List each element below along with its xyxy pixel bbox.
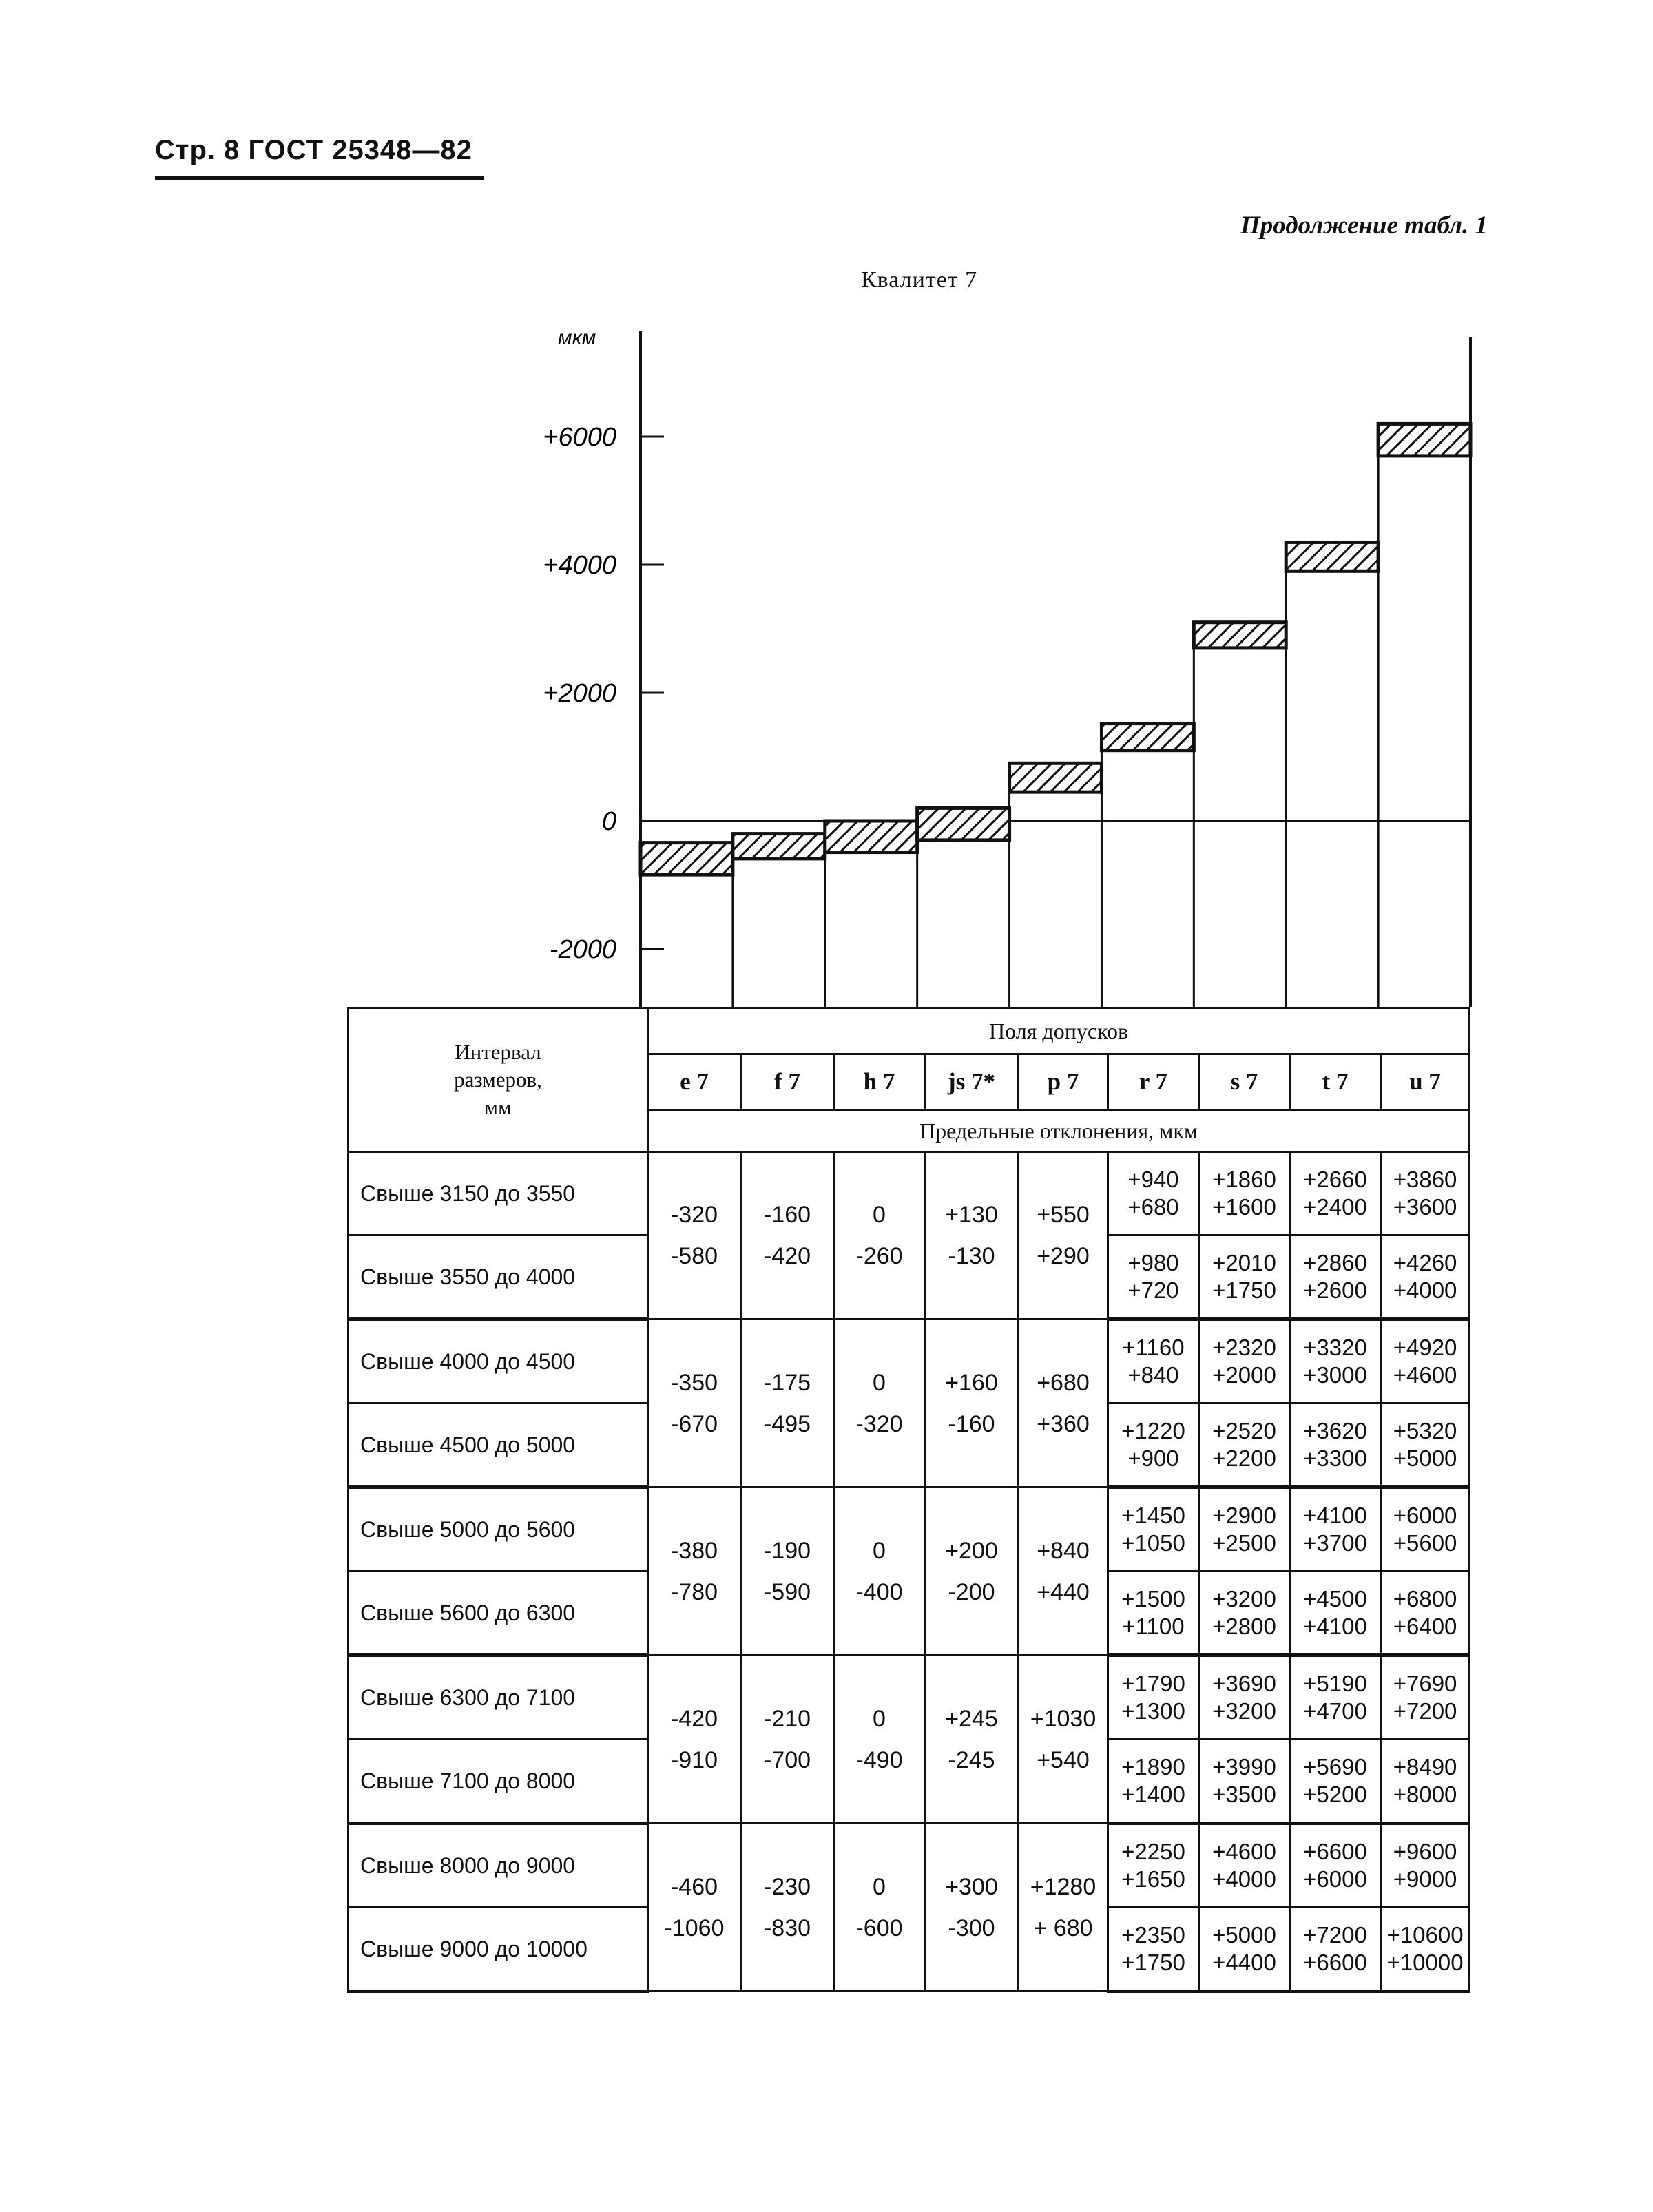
deviation-pair-js7 <box>925 1824 1019 1992</box>
deviation-pair-f7 <box>741 1319 834 1488</box>
lower-deviation: +2800 <box>1212 1614 1276 1639</box>
upper-deviation: +2350 <box>1121 1922 1185 1948</box>
lower-deviation: +1650 <box>1121 1866 1185 1892</box>
size-range: Свыше 3150 до 3550 <box>349 1152 648 1235</box>
upper-deviation: +5000 <box>1212 1922 1276 1948</box>
lower-deviation: +8000 <box>1393 1782 1457 1807</box>
deviation-cell-r7 <box>1108 1824 1199 1908</box>
tolerance-bar-e7 <box>641 843 733 875</box>
lower-deviation: +900 <box>1127 1446 1179 1471</box>
lower-deviation: +1300 <box>1121 1698 1185 1724</box>
lower-deviation: +540 <box>1037 1746 1090 1773</box>
deviation-cell-t7 <box>1290 1824 1381 1908</box>
upper-deviation: -190 <box>763 1537 811 1564</box>
deviation-pair-js7 <box>925 1656 1019 1824</box>
deviation-cell-u7 <box>1381 1572 1470 1656</box>
size-range: Свыше 5000 до 5600 <box>349 1488 648 1572</box>
deviation-cell-s7 <box>1199 1740 1290 1824</box>
tolerance-bar-f7 <box>733 834 825 859</box>
deviation-pair-h7 <box>834 1656 925 1824</box>
deviation-cell-u7 <box>1381 1319 1470 1404</box>
lower-deviation: -490 <box>855 1746 903 1773</box>
chart-labels <box>543 326 616 964</box>
upper-deviation: +10600 <box>1386 1922 1464 1948</box>
upper-deviation: +4500 <box>1303 1586 1367 1611</box>
table-header-row <box>349 1008 1470 1054</box>
upper-deviation: +6000 <box>1393 1503 1457 1528</box>
lower-deviation: -420 <box>763 1243 811 1269</box>
lower-deviation: +5000 <box>1393 1446 1457 1471</box>
lower-deviation: + 680 <box>1033 1914 1093 1941</box>
size-range: Свыше 5600 до 6300 <box>349 1572 648 1656</box>
lower-deviation: +4100 <box>1303 1614 1367 1639</box>
upper-deviation: +6600 <box>1303 1839 1367 1864</box>
y-tick-label: -2000 <box>549 935 616 964</box>
interval-header <box>349 1008 648 1152</box>
upper-deviation: +2900 <box>1212 1503 1276 1528</box>
interval-header-line: размеров, <box>454 1067 542 1092</box>
lower-deviation: +3700 <box>1303 1530 1367 1556</box>
lower-deviation: +9000 <box>1393 1866 1457 1892</box>
upper-deviation: +160 <box>945 1369 998 1396</box>
deviation-pair-f7 <box>741 1824 834 1992</box>
lower-deviation: +3200 <box>1212 1698 1276 1724</box>
deviation-cell-t7 <box>1290 1235 1381 1319</box>
lower-deviation: +4000 <box>1212 1866 1276 1892</box>
deviation-cell-t7 <box>1290 1152 1381 1235</box>
fields-header: Поля допусков <box>648 1008 1470 1054</box>
deviation-cell-r7 <box>1108 1488 1199 1572</box>
tolerance-bar-p7 <box>1010 763 1102 792</box>
deviation-cell-r7 <box>1108 1656 1199 1740</box>
lower-deviation: -1060 <box>664 1914 725 1941</box>
deviation-pair-e7 <box>648 1319 741 1488</box>
lower-deviation: +290 <box>1037 1243 1090 1269</box>
upper-deviation: +300 <box>945 1873 998 1900</box>
deviation-cell-s7 <box>1199 1319 1290 1404</box>
lower-deviation: +1050 <box>1121 1530 1185 1556</box>
y-tick-label: +6000 <box>543 423 616 452</box>
lower-deviation: +5200 <box>1303 1782 1367 1807</box>
upper-deviation: +3860 <box>1393 1167 1457 1192</box>
lower-deviation: +1750 <box>1212 1277 1276 1303</box>
size-range: Свыше 3550 до 4000 <box>349 1235 648 1319</box>
table-row <box>349 1152 1470 1235</box>
deviation-pair-h7 <box>834 1488 925 1656</box>
lower-deviation: +2200 <box>1212 1446 1276 1471</box>
upper-deviation: 0 <box>873 1369 886 1396</box>
deviation-cell-r7 <box>1108 1740 1199 1824</box>
lower-deviation: -910 <box>670 1746 718 1773</box>
upper-deviation: +7200 <box>1303 1922 1367 1948</box>
chart-bars <box>641 424 1470 1007</box>
lower-deviation: -320 <box>855 1410 903 1437</box>
interval-header-line: мм <box>484 1095 512 1119</box>
deviations-header: Предельные отклонения, мкм <box>648 1110 1470 1152</box>
column-header: s 7 <box>1199 1054 1290 1110</box>
deviation-cell-r7 <box>1108 1319 1199 1404</box>
deviation-cell-s7 <box>1199 1152 1290 1235</box>
upper-deviation: +2520 <box>1212 1418 1276 1443</box>
upper-deviation: -175 <box>763 1369 811 1396</box>
upper-deviation: +3690 <box>1212 1671 1276 1696</box>
deviation-pair-f7 <box>741 1656 834 1824</box>
deviation-cell-u7 <box>1381 1908 1470 1992</box>
deviation-pair-e7 <box>648 1656 741 1824</box>
lower-deviation: +720 <box>1127 1277 1179 1303</box>
lower-deviation: +1400 <box>1121 1782 1185 1807</box>
column-header: e 7 <box>648 1054 741 1110</box>
tolerance-bar-t7 <box>1286 542 1378 571</box>
lower-deviation: +3600 <box>1393 1194 1457 1220</box>
deviation-pair-p7 <box>1019 1488 1108 1656</box>
upper-deviation: +1280 <box>1030 1873 1096 1900</box>
upper-deviation: +2320 <box>1212 1335 1276 1360</box>
lower-deviation: -200 <box>948 1578 995 1605</box>
upper-deviation: +1220 <box>1121 1418 1185 1443</box>
deviation-cell-r7 <box>1108 1235 1199 1319</box>
deviation-cell-u7 <box>1381 1404 1470 1488</box>
deviation-cell-r7 <box>1108 1152 1199 1235</box>
lower-deviation: +5600 <box>1393 1530 1457 1556</box>
deviation-pair-js7 <box>925 1488 1019 1656</box>
lower-deviation: -300 <box>948 1914 995 1941</box>
page-header: Стр. 8 ГОСТ 25348—82 <box>155 135 472 165</box>
upper-deviation: +7690 <box>1393 1671 1457 1696</box>
lower-deviation: +4400 <box>1212 1950 1276 1975</box>
deviation-cell-s7 <box>1199 1908 1290 1992</box>
deviation-cell-s7 <box>1199 1572 1290 1656</box>
upper-deviation: 0 <box>873 1202 886 1228</box>
lower-deviation: +2500 <box>1212 1530 1276 1556</box>
table-row <box>349 1656 1470 1740</box>
lower-deviation: -590 <box>763 1578 811 1605</box>
upper-deviation: +3990 <box>1212 1754 1276 1780</box>
deviation-cell-r7 <box>1108 1908 1199 1992</box>
upper-deviation: +5690 <box>1303 1754 1367 1780</box>
table-row <box>349 1824 1470 1908</box>
interval-header-line: Интервал <box>455 1040 541 1064</box>
deviation-cell-s7 <box>1199 1488 1290 1572</box>
tolerance-table <box>347 1007 1470 1993</box>
upper-deviation: -350 <box>670 1369 718 1396</box>
upper-deviation: +2660 <box>1303 1167 1367 1192</box>
upper-deviation: -210 <box>763 1705 811 1732</box>
upper-deviation: +1160 <box>1122 1335 1185 1360</box>
deviation-cell-r7 <box>1108 1572 1199 1656</box>
size-range: Свыше 9000 до 10000 <box>349 1908 648 1992</box>
upper-deviation: +3620 <box>1303 1418 1367 1443</box>
deviation-cell-t7 <box>1290 1572 1381 1656</box>
column-header: js 7* <box>925 1054 1019 1110</box>
upper-deviation: +1450 <box>1121 1503 1185 1528</box>
upper-deviation: -160 <box>763 1202 811 1228</box>
lower-deviation: +1100 <box>1122 1614 1185 1639</box>
upper-deviation: +550 <box>1037 1202 1090 1228</box>
column-header: p 7 <box>1019 1054 1108 1110</box>
upper-deviation: +4920 <box>1393 1335 1457 1360</box>
table-row <box>349 1488 1470 1572</box>
size-range: Свыше 7100 до 8000 <box>349 1740 648 1824</box>
deviation-cell-s7 <box>1199 1235 1290 1319</box>
lower-deviation: +3300 <box>1303 1446 1367 1471</box>
lower-deviation: +2000 <box>1212 1362 1276 1388</box>
deviation-cell-t7 <box>1290 1656 1381 1740</box>
deviation-cell-u7 <box>1381 1824 1470 1908</box>
lower-deviation: -160 <box>948 1410 995 1437</box>
column-header: t 7 <box>1290 1054 1381 1110</box>
lower-deviation: +1600 <box>1212 1194 1276 1220</box>
size-range: Свыше 6300 до 7100 <box>349 1656 648 1740</box>
upper-deviation: +130 <box>945 1202 998 1228</box>
upper-deviation: -380 <box>670 1537 718 1564</box>
chart-title: Квалитет 7 <box>861 267 978 293</box>
size-range: Свыше 4500 до 5000 <box>349 1404 648 1488</box>
upper-deviation: +1500 <box>1121 1586 1185 1611</box>
table-row <box>349 1319 1470 1404</box>
y-tick-label: 0 <box>601 807 616 836</box>
deviation-pair-e7 <box>648 1824 741 1992</box>
lower-deviation: +6600 <box>1303 1950 1367 1975</box>
deviation-pair-p7 <box>1019 1152 1108 1319</box>
deviation-cell-s7 <box>1199 1824 1290 1908</box>
upper-deviation: -230 <box>763 1873 811 1900</box>
lower-deviation: -495 <box>763 1410 811 1437</box>
lower-deviation: +10000 <box>1386 1950 1464 1975</box>
size-range: Свыше 8000 до 9000 <box>349 1824 648 1908</box>
lower-deviation: -670 <box>670 1410 718 1437</box>
upper-deviation: +940 <box>1127 1167 1179 1192</box>
deviation-pair-h7 <box>834 1152 925 1319</box>
deviation-pair-p7 <box>1019 1824 1108 1992</box>
lower-deviation: +440 <box>1037 1578 1090 1605</box>
deviation-pair-e7 <box>648 1152 741 1319</box>
deviation-cell-u7 <box>1381 1740 1470 1824</box>
deviation-pair-h7 <box>834 1319 925 1488</box>
deviation-pair-js7 <box>925 1319 1019 1488</box>
column-header: f 7 <box>741 1054 834 1110</box>
y-tick-label: +4000 <box>543 551 616 580</box>
upper-deviation: -320 <box>670 1202 718 1228</box>
deviation-cell-t7 <box>1290 1488 1381 1572</box>
deviation-cell-t7 <box>1290 1908 1381 1992</box>
upper-deviation: +1030 <box>1030 1705 1096 1732</box>
tolerance-bar-h7 <box>825 821 917 853</box>
tolerance-bar-s7 <box>1194 623 1286 648</box>
upper-deviation: 0 <box>873 1705 886 1732</box>
upper-deviation: +5190 <box>1303 1671 1367 1696</box>
deviation-cell-r7 <box>1108 1404 1199 1488</box>
lower-deviation: +680 <box>1127 1194 1179 1220</box>
upper-deviation: +840 <box>1037 1537 1090 1564</box>
lower-deviation: +6400 <box>1393 1614 1457 1639</box>
deviation-cell-u7 <box>1381 1656 1470 1740</box>
lower-deviation: -700 <box>763 1746 811 1773</box>
tolerance-bar-u7 <box>1378 424 1470 456</box>
lower-deviation: -245 <box>948 1746 995 1773</box>
tolerance-bar-js7 <box>917 808 1010 840</box>
deviation-cell-u7 <box>1381 1235 1470 1319</box>
lower-deviation: -260 <box>855 1243 903 1269</box>
upper-deviation: +245 <box>945 1705 998 1732</box>
upper-deviation: -460 <box>670 1873 718 1900</box>
deviation-pair-e7 <box>648 1488 741 1656</box>
deviation-pair-p7 <box>1019 1319 1108 1488</box>
upper-deviation: +980 <box>1127 1250 1179 1275</box>
deviation-pair-f7 <box>741 1152 834 1319</box>
upper-deviation: +3200 <box>1212 1586 1276 1611</box>
y-tick-label: +2000 <box>543 679 616 708</box>
column-header: h 7 <box>834 1054 925 1110</box>
deviation-cell-s7 <box>1199 1656 1290 1740</box>
lower-deviation: +7200 <box>1393 1698 1457 1724</box>
deviation-cell-t7 <box>1290 1404 1381 1488</box>
upper-deviation: -420 <box>670 1705 718 1732</box>
lower-deviation: +4700 <box>1303 1698 1367 1724</box>
lower-deviation: -600 <box>855 1914 903 1941</box>
upper-deviation: +4100 <box>1303 1503 1367 1528</box>
upper-deviation: +200 <box>945 1537 998 1564</box>
upper-deviation: 0 <box>873 1873 886 1900</box>
upper-deviation: 0 <box>873 1537 886 1564</box>
deviation-pair-p7 <box>1019 1656 1108 1824</box>
deviation-pair-js7 <box>925 1152 1019 1319</box>
lower-deviation: +4000 <box>1393 1277 1457 1303</box>
deviation-pair-f7 <box>741 1488 834 1656</box>
column-header: u 7 <box>1381 1054 1470 1110</box>
deviation-cell-s7 <box>1199 1404 1290 1488</box>
lower-deviation: +1750 <box>1121 1950 1185 1975</box>
upper-deviation: +8490 <box>1393 1754 1457 1780</box>
upper-deviation: +9600 <box>1393 1839 1457 1864</box>
upper-deviation: +4600 <box>1212 1839 1276 1864</box>
deviation-cell-u7 <box>1381 1152 1470 1235</box>
lower-deviation: -780 <box>670 1578 718 1605</box>
lower-deviation: +4600 <box>1393 1362 1457 1388</box>
deviation-pair-h7 <box>834 1824 925 1992</box>
upper-deviation: +1860 <box>1212 1167 1276 1192</box>
y-axis-unit: мкм <box>558 326 596 349</box>
lower-deviation: -580 <box>670 1243 718 1269</box>
upper-deviation: +680 <box>1037 1369 1090 1396</box>
upper-deviation: +2010 <box>1212 1250 1276 1275</box>
upper-deviation: +2860 <box>1303 1250 1367 1275</box>
lower-deviation: +2600 <box>1303 1277 1367 1303</box>
upper-deviation: +6800 <box>1393 1586 1457 1611</box>
upper-deviation: +3320 <box>1303 1335 1367 1360</box>
upper-deviation: +1890 <box>1121 1754 1185 1780</box>
lower-deviation: +840 <box>1127 1362 1179 1388</box>
deviation-cell-t7 <box>1290 1740 1381 1824</box>
lower-deviation: +6000 <box>1303 1866 1367 1892</box>
tolerance-bar-r7 <box>1101 724 1194 751</box>
upper-deviation: +1790 <box>1121 1671 1185 1696</box>
upper-deviation: +2250 <box>1121 1839 1185 1864</box>
lower-deviation: +360 <box>1037 1410 1090 1437</box>
column-header: r 7 <box>1108 1054 1199 1110</box>
lower-deviation: +2400 <box>1303 1194 1367 1220</box>
upper-deviation: +4260 <box>1393 1250 1457 1275</box>
deviation-cell-t7 <box>1290 1319 1381 1404</box>
lower-deviation: -130 <box>948 1243 995 1269</box>
lower-deviation: +3000 <box>1303 1362 1367 1388</box>
chart-axes <box>641 331 1470 1007</box>
size-range: Свыше 4000 до 4500 <box>349 1319 648 1404</box>
lower-deviation: +3500 <box>1212 1782 1276 1807</box>
upper-deviation: +5320 <box>1393 1418 1457 1443</box>
lower-deviation: -400 <box>855 1578 903 1605</box>
deviation-cell-u7 <box>1381 1488 1470 1572</box>
lower-deviation: -830 <box>763 1914 811 1941</box>
continuation-label: Продолжение табл. 1 <box>1240 211 1488 240</box>
tolerance-chart <box>0 0 1653 1012</box>
